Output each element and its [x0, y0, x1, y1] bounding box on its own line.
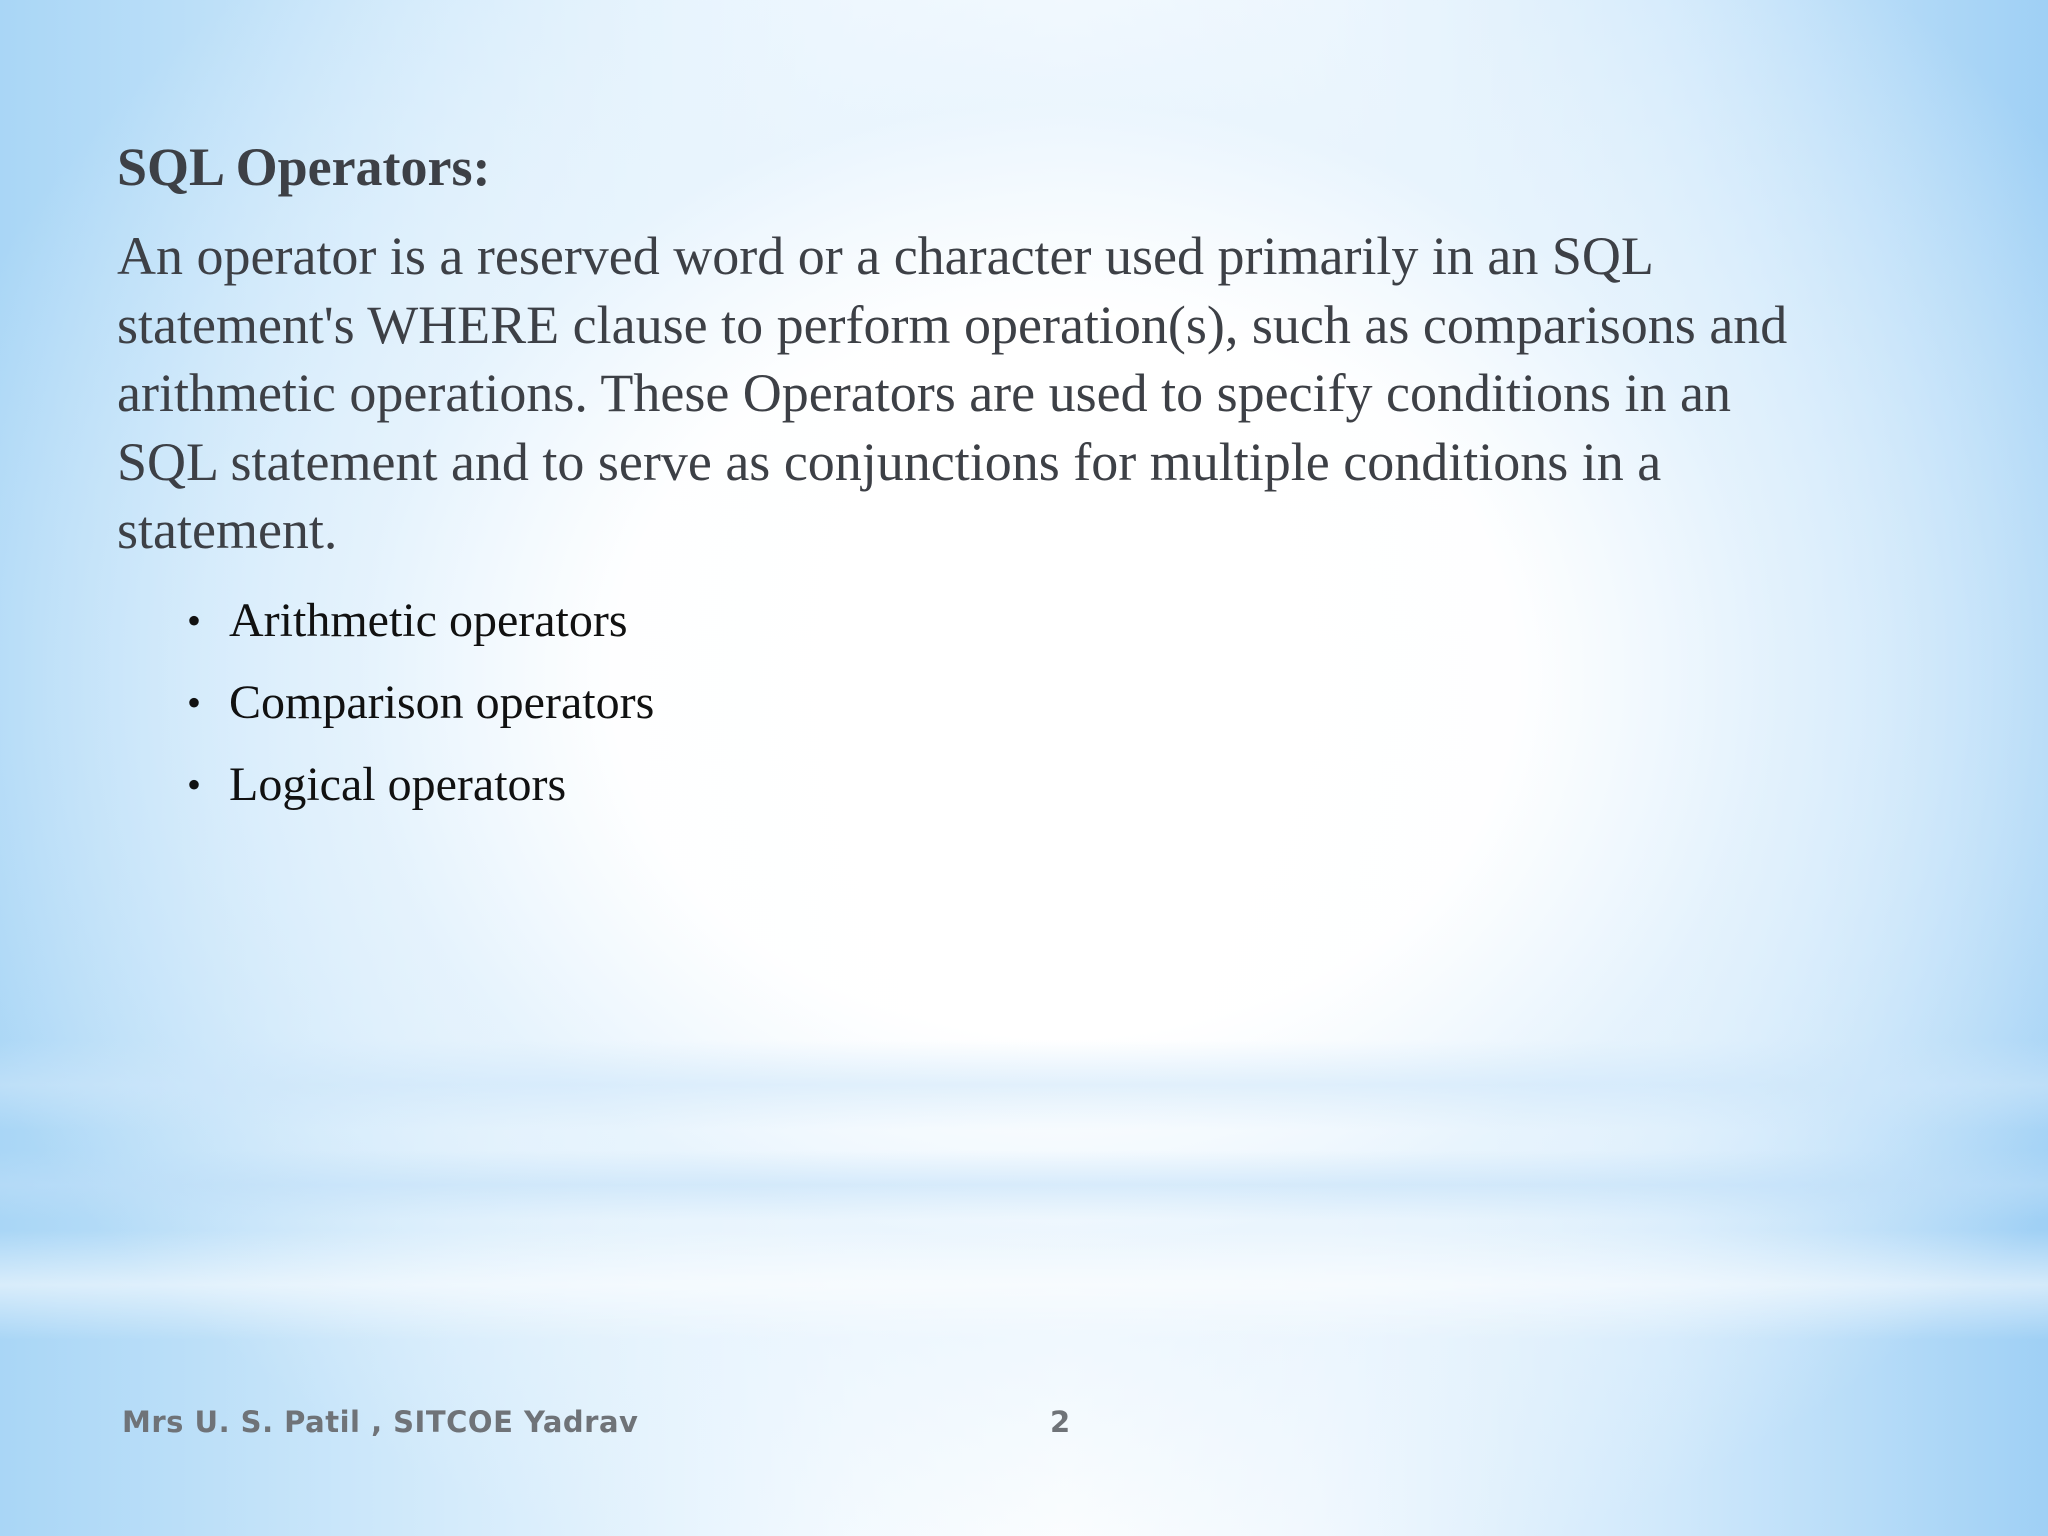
background-band	[0, 1040, 2048, 1130]
paragraph-line: statement's WHERE clause to perform operation(s), such as comparisons and	[117, 294, 1788, 355]
paragraph-line: An operator is a reserved word or a character used primarily in an SQL	[117, 226, 1654, 286]
paragraph-line: arithmetic operations. These Operators are used to specify conditions in an	[117, 363, 1732, 423]
slide-heading: SQL Operators:	[117, 137, 491, 197]
bullet-list	[187, 580, 654, 826]
footer-author: Mrs U. S. Patil , SITCOE Yadrav	[122, 1405, 639, 1439]
slide-paragraph	[117, 222, 1997, 565]
background-band	[0, 1230, 2048, 1340]
paragraph-line: SQL statement and to serve as conjunctions for multiple conditions in a	[117, 431, 1662, 492]
list-item	[187, 744, 654, 826]
list-item	[187, 580, 654, 662]
background-band	[0, 1150, 2048, 1220]
list-item-label: Comparison operators	[229, 676, 655, 729]
page-number: 2	[1050, 1405, 1071, 1439]
list-item-label: Arithmetic operators	[229, 594, 628, 647]
bullet-icon: •	[187, 762, 202, 807]
list-item-label: Logical operators	[229, 758, 567, 811]
list-item	[187, 662, 654, 744]
bullet-icon: •	[187, 598, 202, 643]
bullet-icon: •	[187, 680, 202, 725]
paragraph-line: statement.	[117, 500, 338, 560]
